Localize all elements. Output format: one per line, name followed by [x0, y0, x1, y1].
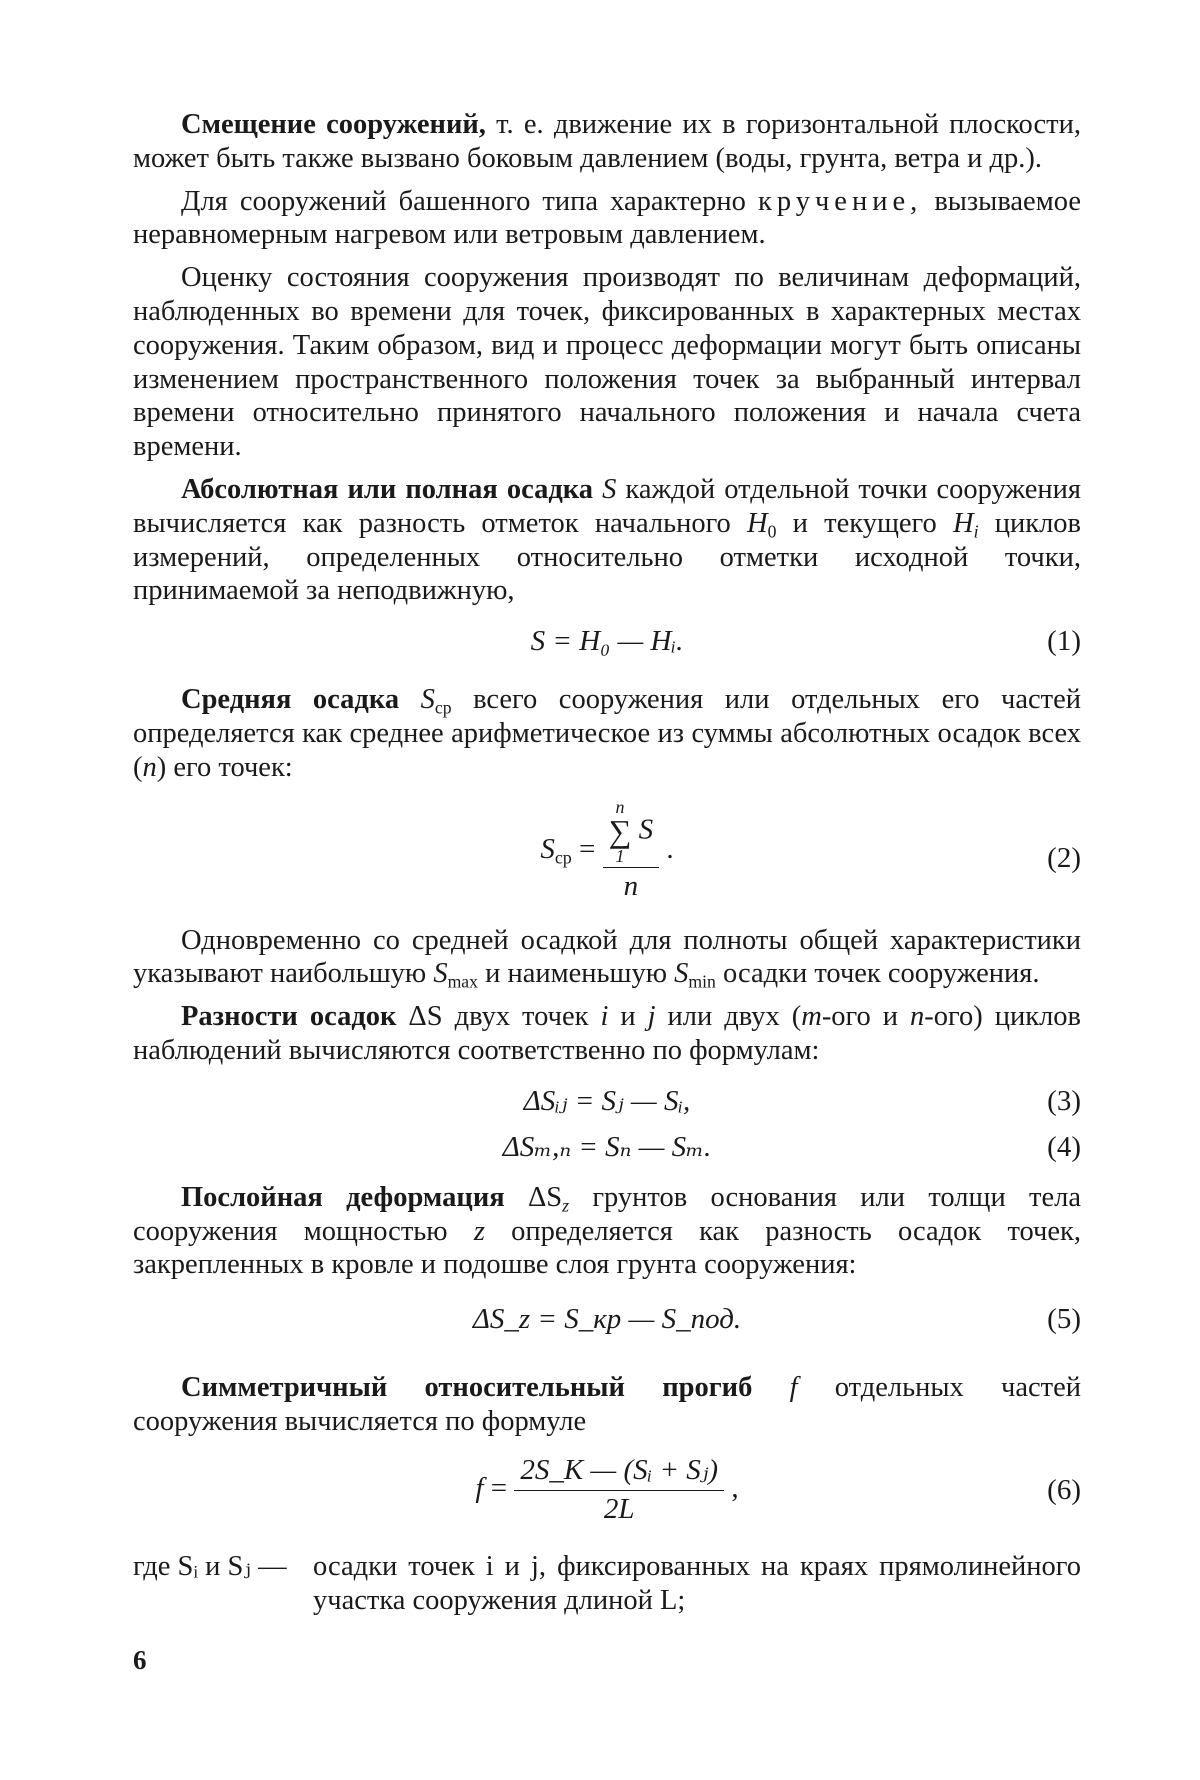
equation-2-fraction: n ∑ 1 S n: [603, 798, 660, 905]
equation-2-formula: $S_{ср}$ = n ∑ 1 S n .: [540, 796, 674, 903]
page-number: 6: [133, 1645, 147, 1675]
equation-2-number: (2): [1047, 841, 1081, 874]
equation-6-formula: f = $\frac{\text{2S\_K — (Sᵢ + Sⱼ)}}{2L}$ ,: [475, 1453, 739, 1525]
paragraph-assessment: Оценку состояния сооружения производят по величинам деформаций, наблюденных во времени для точек, фиксированных в характерных местах сооружения. Таким образом, вид и процесс деформации могут быть описаны изменением пространственного положения точек за выбранный интервал времени относительно принятого начального положения и начала счета времени.: [133, 262, 1081, 463]
term-settlement-differences: Разности осадок: [181, 1001, 397, 1033]
sum-symbol: n ∑ 1: [608, 796, 632, 867]
paragraph-max-min: Одновременно со средней осадкой для полноты общей характеристики указывают наибольшую $S_{max}$ и наименьшую $S_{min}$ осадки точек сооружения.: [133, 924, 1081, 992]
paragraph-layer-deformation: Послойная деформация $\Delta S_z$ грунтов основания или толщи тела сооружения мощностью z определяется как разность осадок точек, закрепленных в кровле и подошве слоя грунта сооружения:: [133, 1181, 1081, 1281]
paragraph-settlement-differences: Разности осадок ΔS двух точек i и j или двух (m-ого и n-ого) циклов наблюдений вычисляются соответственно по формулам:: [133, 1001, 1081, 1066]
paragraph-torsion: Для сооружений башенного типа характерно кручение, вызываемое неравномерным нагревом или ветровым давлением.: [133, 185, 1081, 251]
paragraph-absolute-settlement: Абсолютная или полная осадка S каждой отдельной точки сооружения вычисляется как разность отметок начального $H_0$ и текущего $H_i$ циклов измерений, определенных относительно отметки исходной точки, принимаемой за неподвижную,: [133, 473, 1082, 607]
term-layer-deformation: Послойная деформация: [181, 1181, 505, 1213]
equation-6: [133, 1448, 1081, 1536]
equation-5-formula: ΔS_z = S_кр — S_под.: [472, 1303, 742, 1336]
page-body: [133, 108, 1081, 1617]
term-mean-settlement: Средняя осадка: [181, 684, 400, 716]
where-lead: где Sᵢ и Sⱼ —: [133, 1550, 287, 1582]
equation-6-number: (6): [1047, 1473, 1081, 1506]
equation-6-fraction: $\frac{\text{2S\_K — (Sᵢ + Sⱼ)}}{2L}$: [514, 1454, 724, 1527]
equation-5-number: (5): [1047, 1303, 1081, 1336]
term-displacement: Смещение сооружений,: [181, 109, 486, 140]
equation-1: [133, 617, 1081, 673]
equation-5: [133, 1291, 1081, 1355]
equation-3-formula: ΔSᵢⱼ = Sⱼ — Sᵢ,: [523, 1084, 691, 1117]
paragraph-where: где Sᵢ и Sⱼ — осадки точек i и j, фиксированных на краях прямолинейного участка сооружения длиной L;: [133, 1550, 1081, 1616]
equation-3: [133, 1077, 1081, 1121]
paragraph-displacement: Смещение сооружений, т. е. движение их в горизонтальной плоскости, может быть также вызвано боковым давлением (воды, грунта, ветра и др.).: [133, 109, 1081, 174]
paragraph-deflection: Симметричный относительный прогиб f отдельных частей сооружения вычисляется по формуле: [133, 1372, 1081, 1437]
equation-4-number: (4): [1047, 1130, 1081, 1163]
equation-4-formula: ΔSₘ,ₙ = Sₙ — Sₘ.: [502, 1130, 712, 1163]
term-torsion: кручение,: [757, 185, 923, 217]
paragraph-mean-settlement: Средняя осадка $S_{ср}$ всего сооружения или отдельных его частей определяется как среднее арифметическое из суммы абсолютных осадок всех (n) его точек:: [133, 684, 1081, 783]
equation-1-formula: S = H₀ — Hᵢ.: [530, 625, 684, 658]
equation-2: [133, 794, 1081, 914]
equation-4: [133, 1123, 1081, 1171]
term-deflection: Симметричный относительный прогиб: [181, 1372, 753, 1404]
term-absolute-settlement: Абсолютная или полная осадка: [181, 473, 593, 505]
equation-3-number: (3): [1047, 1084, 1081, 1117]
equation-1-number: (1): [1047, 625, 1081, 658]
